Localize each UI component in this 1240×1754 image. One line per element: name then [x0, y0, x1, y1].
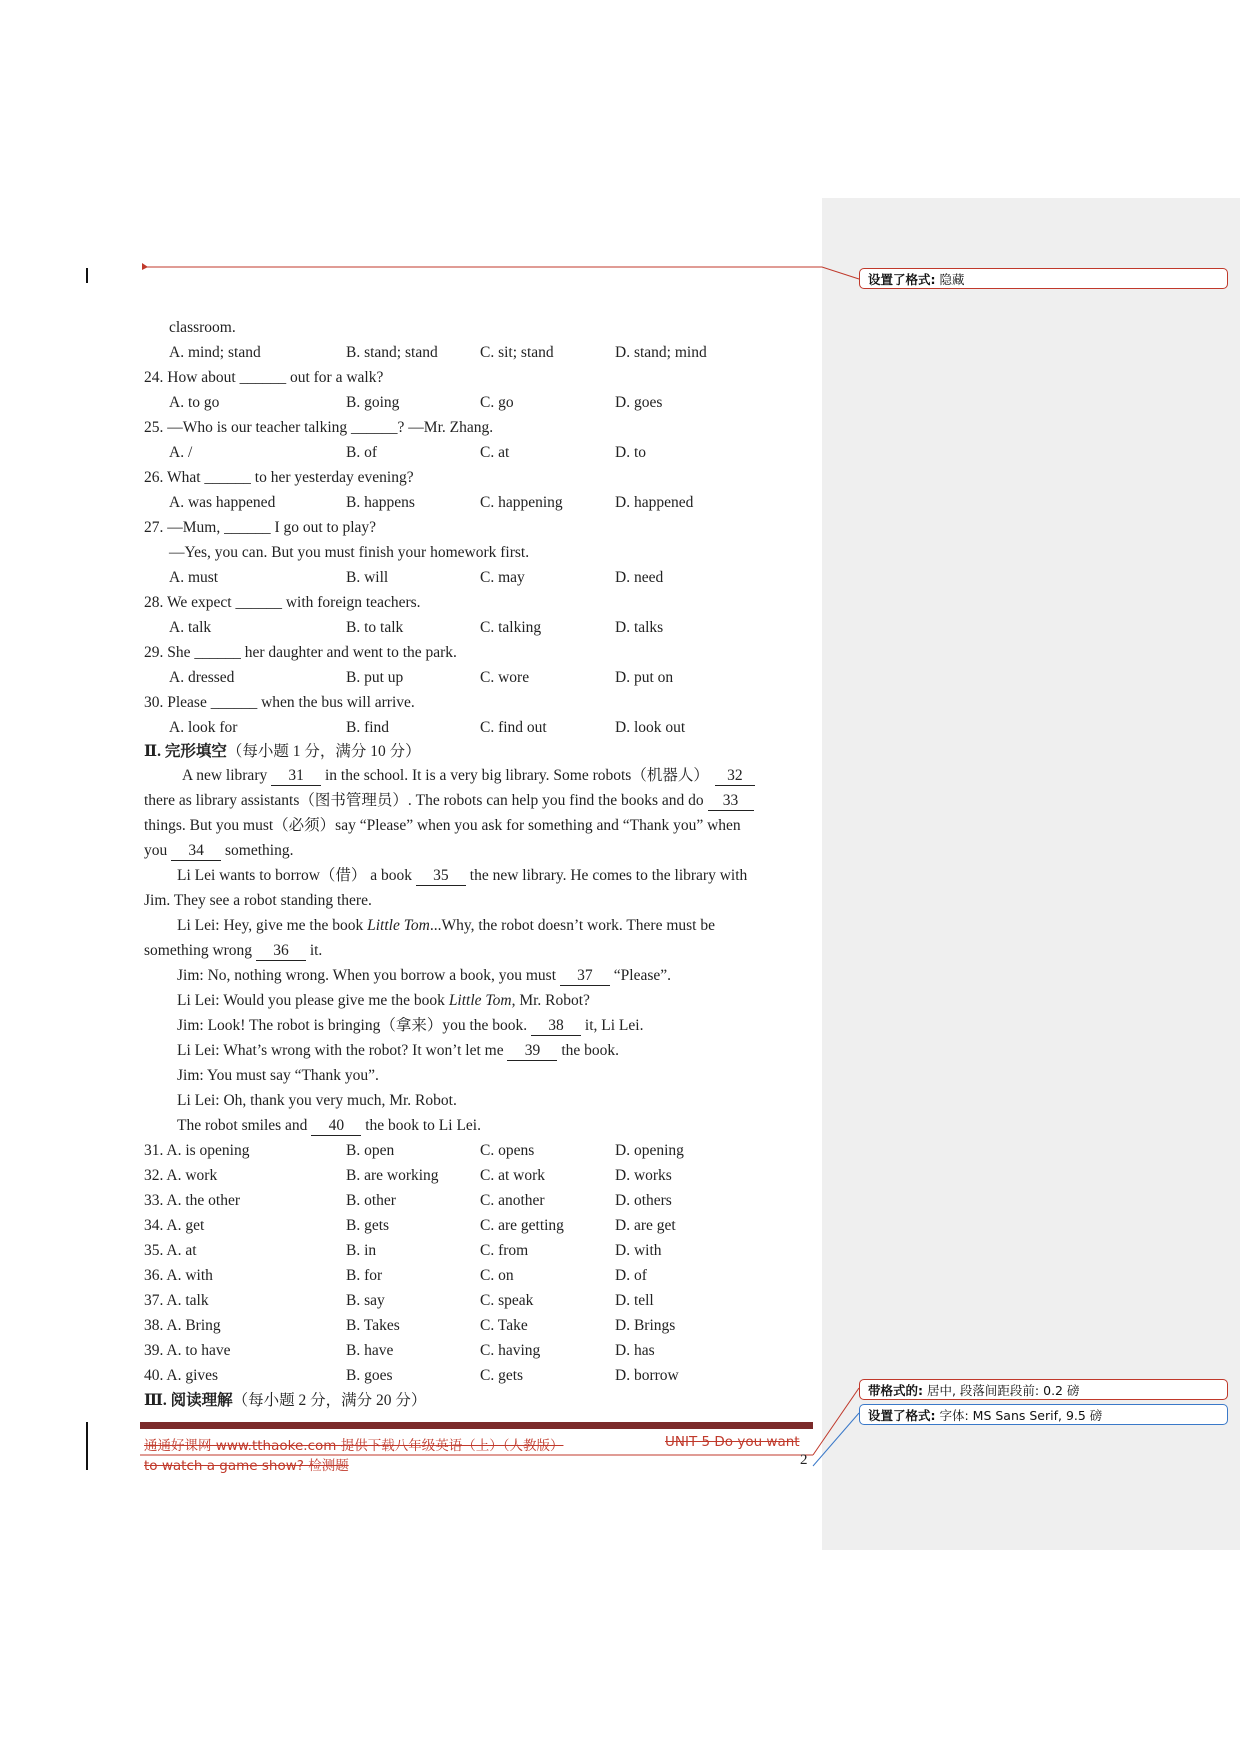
option-d: D. happened	[615, 494, 694, 511]
option-b: B. gets	[346, 1217, 390, 1234]
option-a: 40. A. gives	[144, 1367, 219, 1384]
option-d: D. has	[615, 1342, 655, 1359]
question-25: 25. —Who is our teacher talking ______? —Mr. Zhang.	[144, 419, 494, 436]
option-c: C. gets	[480, 1367, 524, 1384]
option-a: 34. A. get	[144, 1217, 205, 1234]
passage-line: Jim: Look! The robot is bringing（拿来）you the book. 38 it, Li Lei.	[177, 1017, 644, 1034]
passage-line: Li Lei: Oh, thank you very much, Mr. Robot.	[177, 1092, 457, 1109]
option-a: A. talk	[169, 619, 212, 636]
passage-line: A new library 31 in the school. It is a very big library. Some robots（机器人） 32	[182, 766, 755, 786]
option-a: 32. A. work	[144, 1167, 218, 1184]
option-d: D. look out	[615, 719, 686, 736]
option-b: B. say	[346, 1292, 385, 1309]
option-c: C. at work	[480, 1167, 546, 1184]
option-a: 39. A. to have	[144, 1342, 231, 1359]
option-a: 37. A. talk	[144, 1292, 209, 1309]
option-a: A. /	[169, 444, 193, 461]
option-b: B. of	[346, 444, 377, 461]
footer-bar	[140, 1422, 813, 1429]
option-d: D. of	[615, 1267, 647, 1284]
option-c: C. speak	[480, 1292, 534, 1309]
section-3-heading: Ⅲ. 阅读理解（每小题 2 分，满分 20 分）	[144, 1392, 427, 1409]
option-b: B. are working	[346, 1167, 439, 1184]
question-28: 28. We expect ______ with foreign teachers.	[144, 594, 421, 611]
passage-line: Jim: You must say “Thank you”.	[177, 1067, 379, 1084]
question-24: 24. How about ______ out for a walk?	[144, 369, 384, 386]
option-b: B. happens	[346, 494, 415, 511]
passage-line: things. But you must（必须）say “Please” when you ask for something and “Thank you” when	[144, 817, 741, 834]
option-d: D. opening	[615, 1142, 684, 1159]
option-c: C. another	[480, 1192, 545, 1209]
option-b: B. have	[346, 1342, 394, 1359]
option-c: C. find out	[480, 719, 547, 736]
option-c: C. on	[480, 1267, 514, 1284]
option-b: B. other	[346, 1192, 396, 1209]
balloon-label: 带格式的:	[868, 1383, 923, 1398]
passage-line: Jim: No, nothing wrong. When you borrow a book, you must 37 “Please”.	[177, 967, 671, 984]
balloon-value: 字体: MS Sans Serif, 9.5 磅	[939, 1408, 1103, 1423]
option-b: B. find	[346, 719, 390, 736]
revision-balloon-format-hidden[interactable]	[859, 268, 1228, 289]
revision-balloon-paragraph-format[interactable]	[859, 1379, 1228, 1400]
option-b: B. open	[346, 1142, 395, 1159]
option-a: 35. A. at	[144, 1242, 197, 1259]
question-27-reply: —Yes, you can. But you must finish your homework first.	[169, 544, 530, 561]
footer-title: to watch a game show? 检测题	[144, 1458, 349, 1474]
option-d: D. tell	[615, 1292, 654, 1309]
balloon-value: 隐藏	[939, 272, 965, 287]
option-c: C. talking	[480, 619, 542, 636]
option-a: A. mind; stand	[169, 344, 261, 361]
option-a: A. was happened	[169, 494, 276, 511]
option-c: C. from	[480, 1242, 529, 1259]
option-d: D. others	[615, 1192, 672, 1209]
option-d: D. borrow	[615, 1367, 679, 1384]
option-a: A. must	[169, 569, 219, 586]
balloon-label: 设置了格式:	[868, 1408, 936, 1423]
option-b: B. to talk	[346, 619, 404, 636]
option-d: D. stand; mind	[615, 344, 707, 361]
passage-line: you 34 something.	[144, 842, 294, 859]
question-30: 30. Please ______ when the bus will arrive.	[144, 694, 415, 711]
option-d: D. need	[615, 569, 664, 586]
option-b: B. goes	[346, 1367, 393, 1384]
option-b: B. in	[346, 1242, 377, 1259]
option-a: A. look for	[169, 719, 238, 736]
option-a: A. to go	[169, 394, 220, 411]
option-b: B. put up	[346, 669, 404, 686]
option-b: B. Takes	[346, 1317, 400, 1334]
question-29: 29. She ______ her daughter and went to the park.	[144, 644, 457, 661]
option-d: D. to	[615, 444, 646, 461]
option-d: D. goes	[615, 394, 663, 411]
option-a: 38. A. Bring	[144, 1317, 221, 1334]
option-b: B. stand; stand	[346, 344, 438, 361]
option-c: C. sit; stand	[480, 344, 554, 361]
option-c: C. are getting	[480, 1217, 564, 1234]
footer-source: 通通好课网 www.tthaoke.com 提供下载八年级英语（上）（人教版）	[144, 1438, 564, 1454]
passage-line: there as library assistants（图书管理员）. The robots can help you find the books and do 33	[144, 791, 754, 811]
option-c: C. go	[480, 394, 514, 411]
option-c: C. opens	[480, 1142, 535, 1159]
option-a: A. dressed	[169, 669, 235, 686]
option-b: B. for	[346, 1267, 383, 1284]
option-d: D. works	[615, 1167, 672, 1184]
passage-line: Li Lei: Hey, give me the book Little Tom...Why, the robot doesn’t work. There must be	[177, 917, 715, 934]
balloon-value: 居中, 段落间距段前: 0.2 磅	[926, 1383, 1080, 1398]
option-a: 33. A. the other	[144, 1192, 240, 1209]
question-26: 26. What ______ to her yesterday evening?	[144, 469, 414, 486]
option-a: 31. A. is opening	[144, 1142, 250, 1159]
option-c: C. happening	[480, 494, 563, 511]
option-d: D. Brings	[615, 1317, 676, 1334]
passage-line: Li Lei: What’s wrong with the robot? It won’t let me 39 the book.	[177, 1042, 620, 1059]
option-d: D. are get	[615, 1217, 676, 1234]
option-b: B. going	[346, 394, 400, 411]
option-b: B. will	[346, 569, 389, 586]
footer-unit: UNIT 5 Do you want	[665, 1434, 800, 1450]
option-c: C. at	[480, 444, 510, 461]
section-2-heading: Ⅱ. 完形填空（每小题 1 分，满分 10 分）	[144, 743, 421, 760]
option-c: C. having	[480, 1342, 541, 1359]
option-a: 36. A. with	[144, 1267, 213, 1284]
option-d: D. with	[615, 1242, 662, 1259]
question-27: 27. —Mum, ______ I go out to play?	[144, 519, 377, 536]
option-c: C. Take	[480, 1317, 528, 1334]
continued-text: classroom.	[169, 319, 236, 336]
option-d: D. put on	[615, 669, 674, 686]
passage-line: Li Lei wants to borrow（借） a book 35 the new library. He comes to the library with	[177, 867, 748, 884]
option-c: C. may	[480, 569, 525, 586]
page-number: 2	[800, 1452, 808, 1468]
passage-line: something wrong 36 it.	[144, 942, 323, 959]
option-d: D. talks	[615, 619, 664, 636]
passage-line: Jim. They see a robot standing there.	[144, 892, 372, 909]
option-c: C. wore	[480, 669, 530, 686]
balloon-label: 设置了格式:	[868, 272, 936, 287]
revision-balloon-font-format[interactable]	[859, 1404, 1228, 1425]
passage-line: The robot smiles and 40 the book to Li Lei.	[177, 1117, 481, 1134]
passage-line: Li Lei: Would you please give me the book Little Tom, Mr. Robot?	[177, 992, 590, 1009]
